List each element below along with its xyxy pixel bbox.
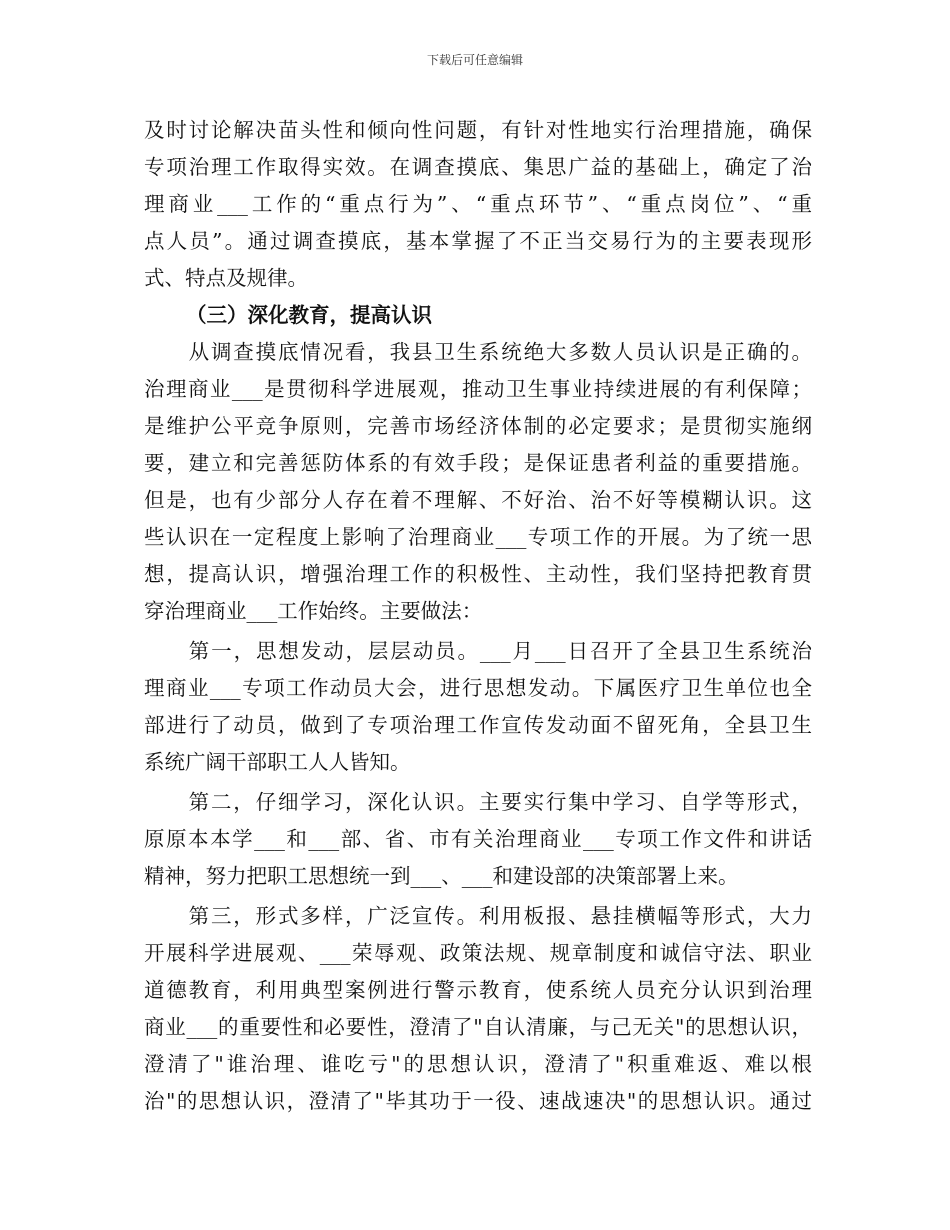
text-line: 开展科学进展观、___荣辱观、政策法规、规章制度和诚信守法、职业: [144, 941, 812, 965]
text-line: 专项治理工作取得实效。在调查摸底、集思广益的基础上，确定了治: [144, 155, 812, 179]
text-line: 第一，思想发动，层层动员。___月___日召开了全县卫生系统治: [144, 639, 812, 663]
text-line: 是维护公平竞争原则，完善市场经济体制的必定要求；是贯彻实施纲: [144, 414, 812, 438]
section-heading: [144, 297, 812, 334]
text-line: 精神，努力把职工思想统一到___、___和建设部的决策部署上来。: [144, 864, 739, 888]
paragraph: [144, 784, 812, 895]
text-line: 部进行了动员，做到了专项治理工作宣传发动面不留死角，全县卫生: [144, 713, 812, 737]
text-line: 及时讨论解决苗头性和倾向性问题，有针对性地实行治理措施，确保: [144, 118, 812, 142]
text-line: 点人员”。通过调查摸底，基本掌握了不正当交易行为的主要表现形: [144, 229, 812, 253]
text-line: 澄清了"谁治理、谁吃亏"的思想认识，澄清了"积重难返、难以根: [144, 1052, 812, 1076]
text-line: 想，提高认识，增强治理工作的积极性、主动性，我们坚持把教育贯: [144, 562, 812, 586]
paragraph: [144, 112, 812, 297]
text-line: 从调查摸底情况看，我县卫生系统绝大多数人员认识是正确的。: [144, 340, 812, 364]
text-line: 原原本本学___和___部、省、市有关治理商业___专项工作文件和讲话: [144, 827, 812, 851]
text-line: 第二，仔细学习，深化认识。主要实行集中学习、自学等形式，: [144, 790, 812, 814]
text-line: 些认识在一定程度上影响了治理商业___专项工作的开展。为了统一思: [144, 525, 812, 549]
text-line: 式、特点及规律。: [144, 266, 308, 290]
text-line: 理商业___专项工作动员大会，进行思想发动。下属医疗卫生单位也全: [144, 676, 812, 700]
text-line: 穿治理商业___工作始终。主要做法：: [144, 599, 483, 623]
paragraph: [144, 334, 812, 630]
text-line: 但是，也有少部分人存在着不理解、不好治、治不好等模糊认识。这: [144, 488, 812, 512]
paragraph: [144, 633, 812, 781]
document-body: [144, 112, 812, 1120]
heading-text: （三）深化教育，提高认识: [186, 303, 432, 327]
text-line: 道德教育，利用典型案例进行警示教育，使系统人员充分认识到治理: [144, 978, 812, 1002]
page-header: 下载后可任意编辑: [426, 53, 523, 67]
text-line: 系统广阔干部职工人人皆知。: [144, 750, 411, 774]
text-line: 商业___的重要性和必要性，澄清了"自认清廉，与己无关"的思想认识，: [144, 1015, 812, 1039]
text-line: 理商业___工作的“重点行为”、“重点环节”、“重点岗位”、“重: [144, 192, 812, 216]
text-line: 治理商业___是贯彻科学进展观，推动卫生事业持续进展的有利保障；: [144, 377, 812, 401]
text-line: 治"的思想认识，澄清了"毕其功于一役、速战速决"的思想认识。通过: [144, 1089, 812, 1113]
text-line: 要，建立和完善惩防体系的有效手段；是保证患者利益的重要措施。: [144, 451, 812, 475]
paragraph: [144, 898, 812, 1120]
text-line: 第三，形式多样，广泛宣传。利用板报、悬挂横幅等形式，大力: [144, 904, 812, 928]
